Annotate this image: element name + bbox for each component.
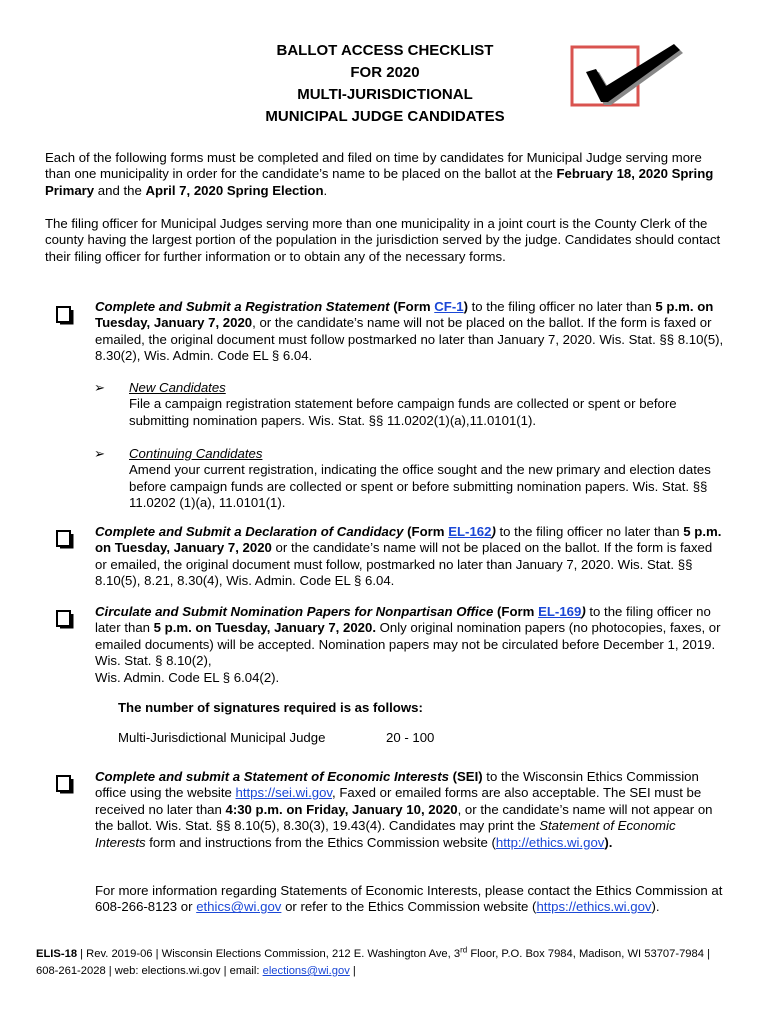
elections-email-link[interactable]: elections@wi.gov	[262, 965, 350, 977]
new-candidates-body: File a campaign registration statement before campaign funds are collected or spent or before submitting nomination papers. Wis. Stat. §§ 11.0202(1)(a),11.0101(1).	[129, 396, 677, 428]
continuing-candidates-body: Amend your current registration, indicating the office sought and the new primary and election dates before campaign funds are collected or spent or before submitting nomination papers. Wis. Stat. §§ 11.0202 (1)(a), 11.0101(1).	[129, 462, 711, 511]
continuing-candidates-heading: Continuing Candidates	[129, 446, 263, 461]
item-registration: Complete and Submit a Registration Statement (Form CF-1) to the filing officer no later than 5 p.m. on Tuesday, January 7, 2020, or the candidate’s name will not be placed on the ballot. If the form is faxed or emailed, the original document must follow postmarked no later than January 7, 2020. Wis. Stat. §§ 8.10(5), 8.30(2), Wis. Admin. Code EL § 6.04.	[95, 299, 724, 364]
title-line-3: MULTI-JURISDICTIONAL	[297, 86, 473, 103]
item-nomination: Circulate and Submit Nomination Papers for Nonpartisan Office (Form EL-169) to the filing officer no later than 5 p.m. on Tuesday, January 7, 2020. Only original nomination papers (no photocopies, faxes, or emailed documents) will be accepted. Nomination papers may not be circulated before December 1, 2019. Wis. Stat. § 8.10(2), Wis. Admin. Code EL § 6.04(2).	[95, 604, 721, 685]
ethics-website-link[interactable]: http://ethics.wi.gov	[495, 834, 605, 850]
checkmark-in-box-icon	[570, 42, 688, 108]
intro-paragraph-2: The filing officer for Municipal Judges serving more than one municipality in a joint court is the County Clerk of the county having the largest portion of the population in the jurisdiction served by the judge. Candidates should contact their filing officer for further information or to obtain any of the necessary forms.	[45, 216, 721, 264]
signatures-office: Multi-Jurisdictional Municipal Judge	[118, 730, 326, 745]
title-line-4: MUNICIPAL JUDGE CANDIDATES	[265, 108, 505, 125]
item-sei: Complete and submit a Statement of Economic Interests (SEI) to the Wisconsin Ethics Commission office using the website https://sei.wi.gov, Faxed or emailed forms are also acceptable. The SEI must be received no later than 4:30 p.m. on Friday, January 10, 2020, or the candidate’s name will not appear on the ballot. Wis. Stat. §§ 8.10(5), 8.30(3), 19.43(4). Candidates may print the Statement of Economic Interests form and instructions from the Ethics Commission website (http://ethics.wi.gov).	[95, 769, 713, 850]
checkbox-registration[interactable]	[56, 306, 74, 326]
footer	[36, 946, 736, 980]
signatures-heading: The number of signatures required is as follows:	[118, 700, 423, 715]
sub-continuing-candidates	[94, 446, 727, 512]
signatures-range: 20 - 100	[386, 730, 435, 745]
checkbox-declaration[interactable]	[56, 530, 74, 550]
arrow-bullet-icon: ➢	[94, 380, 106, 395]
new-candidates-heading: New Candidates	[129, 380, 226, 395]
arrow-bullet-icon: ➢	[94, 446, 106, 461]
checkbox-nomination[interactable]	[56, 610, 74, 630]
ethics-https-link[interactable]: https://ethics.wi.gov	[536, 899, 652, 915]
sub-new-candidates	[94, 380, 727, 429]
intro-paragraph-1: Each of the following forms must be completed and filed on time by candidates for Municipal Judge serving more than one municipality in order for the candidate’s name to be placed on the ballot at the February 18, 2020 Spring Primary and the April 7, 2020 Spring Election.	[45, 150, 714, 198]
cf-1-link[interactable]: CF-1	[434, 299, 464, 314]
footer-line-2: 608-261-2028 | web: elections.wi.gov | email: elections@wi.gov |	[36, 965, 356, 977]
el-169-link[interactable]: EL-169	[538, 604, 582, 619]
sei-website-link[interactable]: https://sei.wi.gov	[235, 785, 333, 801]
checkbox-sei[interactable]	[56, 775, 74, 795]
footer-line-1: ELIS-18 | Rev. 2019-06 | Wisconsin Elections Commission, 212 E. Washington Ave, 3rd Floor, P.O. Box 7984, Madison, WI 53707-7984 |	[36, 945, 710, 960]
ethics-email-link[interactable]: ethics@wi.gov	[196, 899, 282, 915]
sei-more-info: For more information regarding Statements of Economic Interests, please contact the Ethics Commission at 608-266-8123 or ethics@wi.gov or refer to the Ethics Commission website (https://ethics.wi.gov).	[95, 883, 723, 915]
title-line-1: BALLOT ACCESS CHECKLIST	[276, 42, 494, 59]
el-162-link[interactable]: EL-162	[448, 524, 492, 539]
item-declaration: Complete and Submit a Declaration of Candidacy (Form EL-162) to the filing officer no later than 5 p.m. on Tuesday, January 7, 2020 or the candidate’s name will not be placed on the ballot. If the form is faxed or emailed, the original document must follow, postmarked no later than January 7, 2020. Wis. Stat. §§ 8.10(5), 8.21, 8.30(4), Wis. Admin. Code EL § 6.04.	[95, 524, 722, 589]
title-line-2: FOR 2020	[350, 64, 420, 81]
